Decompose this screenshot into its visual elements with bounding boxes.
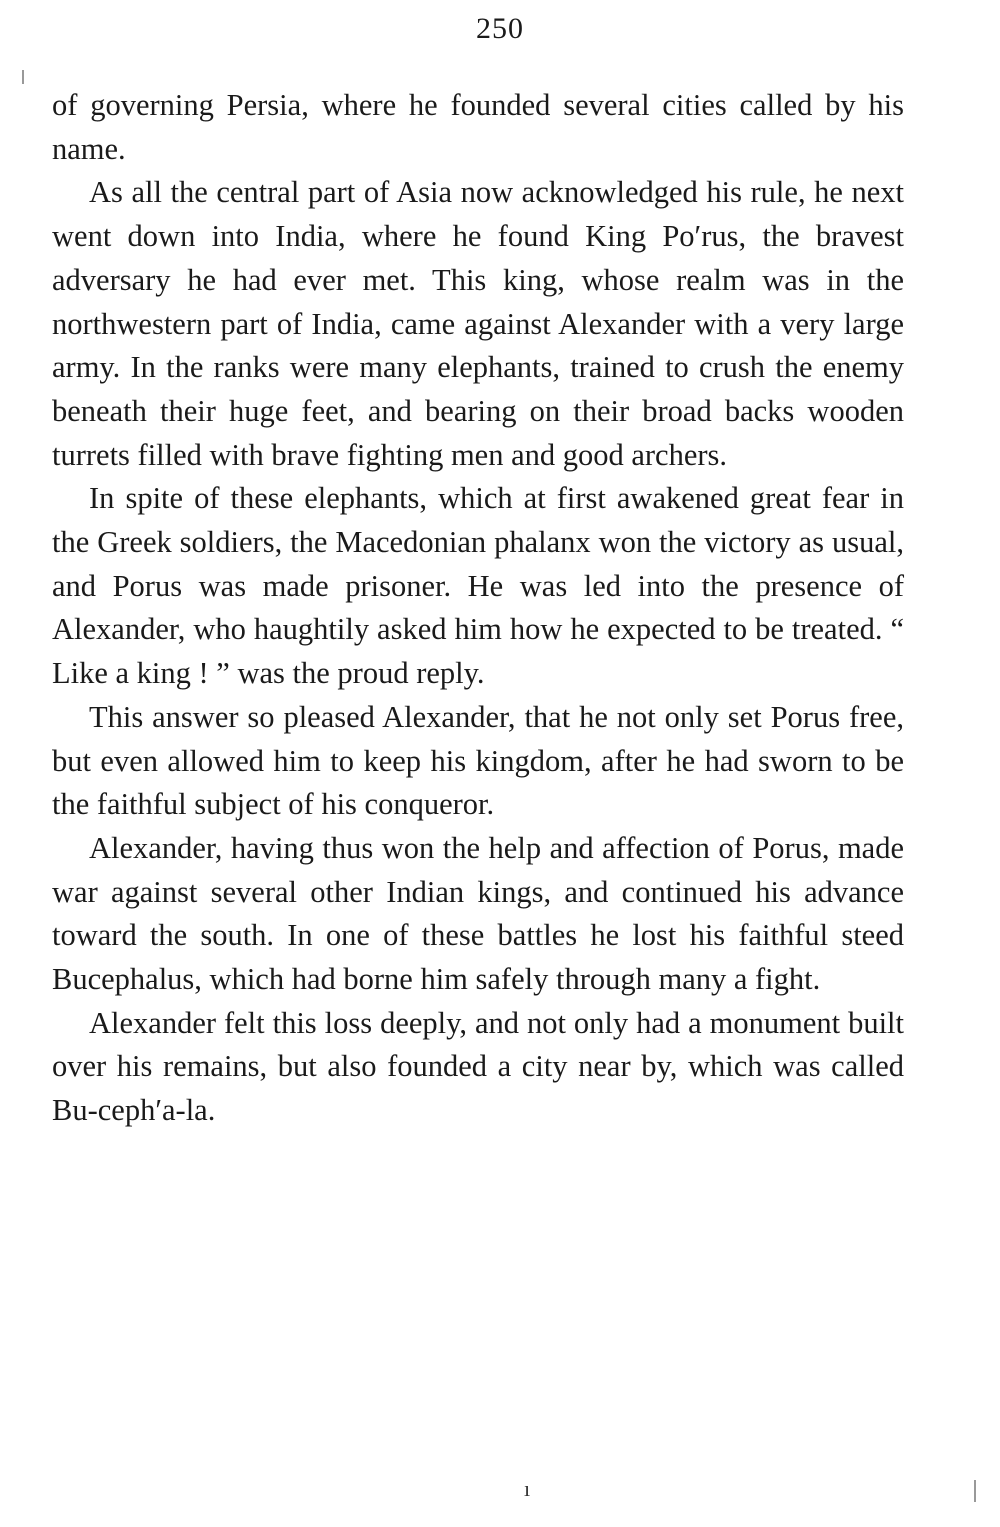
bottom-mark: ı <box>524 1476 531 1501</box>
body-text <box>52 84 904 1133</box>
edge-speck-left <box>22 70 24 84</box>
paragraph-continuation: of governing Persia, where he founded several cities called by his name. <box>52 88 904 166</box>
paragraph-porus-intro: As all the central part of Asia now acknowledged his rule, he next went down into India, where he found King Po′rus, the bravest adversary he had ever met. This king, whose realm was in the northwestern part of India, came against Alexander with a very large army. In the ranks were many elephants, trained to crush the enemy beneath their huge feet, and bearing on their broad backs wooden turrets filled with brave fighting men and good archers. <box>52 175 904 472</box>
edge-speck-right <box>974 1480 976 1502</box>
page-number: 250 <box>476 12 524 45</box>
paragraph-battle: In spite of these elephants, which at first awakened great fear in the Greek soldiers, the Macedonian phalanx won the victory as usual, and Porus was made prisoner. He was led into the presence of Alexander, who haughtily asked him how he expected to be treated. “ Like a king ! ” was the proud reply. <box>52 481 904 691</box>
paragraph-porus-freed: This answer so pleased Alexander, that he not only set Porus free, but even allowed him to keep his kingdom, after he had sworn to be the faithful subject of his conqueror. <box>52 699 904 822</box>
paragraph-bucephala: Alexander felt this loss deeply, and not only had a monument built over his remains, but also founded a city near by, which was called Bu-ceph′a-la. <box>52 1005 904 1128</box>
paragraph-bucephalus: Alexander, having thus won the help and affection of Porus, made war against several other Indian kings, and continued his advance toward the south. In one of these battles he lost his faithful steed Bucephalus, which had borne him safely through many a fight. <box>52 830 904 997</box>
